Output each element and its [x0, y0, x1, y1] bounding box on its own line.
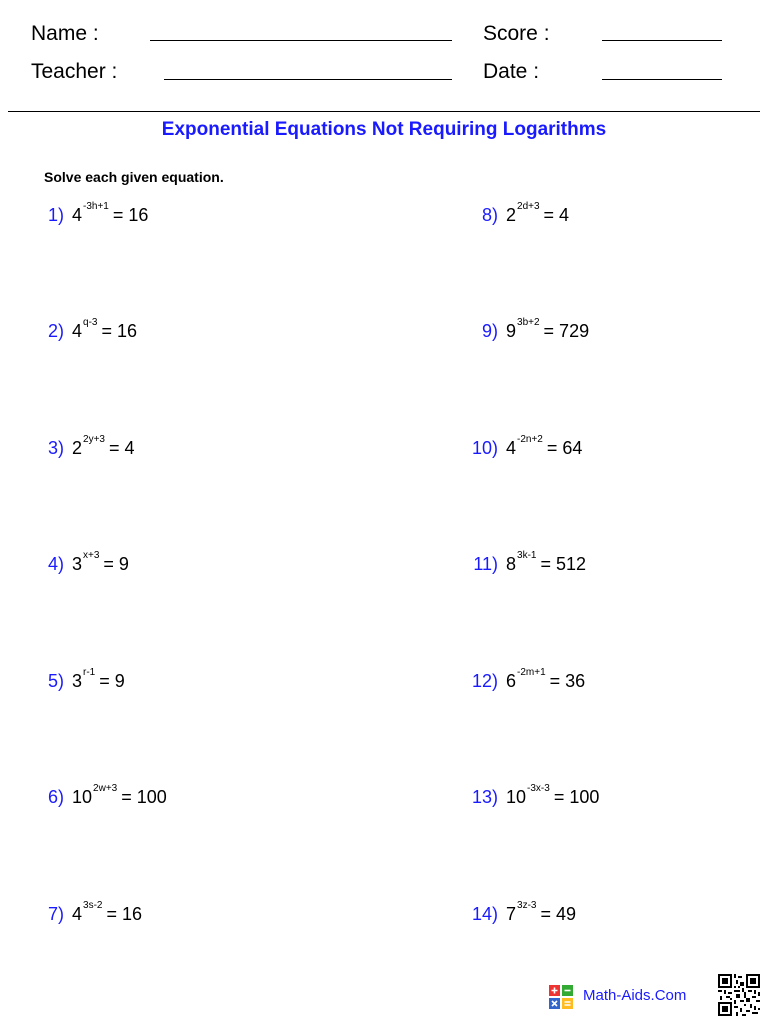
problem-rhs: = 16 [112, 205, 149, 225]
problem-number: 14) [471, 904, 498, 924]
problem [40, 666, 125, 696]
problem [40, 899, 142, 929]
problem-rhs: = 9 [103, 554, 129, 574]
problem-number: 10) [471, 438, 498, 458]
problem-rhs: = 100 [121, 787, 167, 807]
problem-exponent: 2y+3 [83, 434, 105, 445]
problem-exponent: x+3 [83, 550, 100, 561]
problem-number: 12) [471, 671, 498, 691]
problem-rhs: = 4 [108, 438, 135, 458]
problem-rhs: = 64 [546, 438, 583, 458]
problem-base: 10 [506, 787, 527, 807]
teacher-field-line[interactable] [164, 79, 452, 80]
date-field-line[interactable] [602, 79, 722, 80]
instructions: Solve each given equation. [44, 169, 224, 185]
problem-rhs: = 36 [549, 671, 586, 691]
problem [462, 899, 576, 929]
problem-number: 7) [47, 904, 64, 924]
problem-rhs: = 9 [99, 671, 125, 691]
problem-rhs: = 16 [101, 321, 138, 341]
problem-number: 2) [47, 321, 64, 341]
problem [40, 200, 148, 230]
problem-exponent: 3k-1 [517, 550, 537, 561]
problem-exponent: q-3 [83, 317, 98, 328]
problem-base: 4 [72, 904, 83, 924]
problem [40, 433, 135, 463]
problem-number: 6) [47, 787, 64, 807]
problem-number: 11) [473, 554, 498, 574]
problem-base: 4 [72, 205, 83, 225]
problem [462, 549, 586, 579]
problem-number: 3) [47, 438, 64, 458]
problem-exponent: 3b+2 [517, 317, 540, 328]
problem [462, 666, 585, 696]
teacher-label: Teacher : [31, 60, 118, 83]
problem-number: 9) [481, 321, 498, 341]
problem-base: 2 [72, 438, 83, 458]
problem-rhs: = 49 [540, 904, 577, 924]
math-aids-logo-icon [549, 985, 573, 1009]
problem-exponent: -2n+2 [517, 434, 543, 445]
problem [40, 549, 129, 579]
problem-rhs: = 729 [543, 321, 590, 341]
problem-number: 13) [471, 787, 498, 807]
problem-base: 7 [506, 904, 517, 924]
problem-base: 9 [506, 321, 517, 341]
name-field-line[interactable] [150, 40, 452, 41]
problem-base: 4 [506, 438, 517, 458]
problem-rhs: = 4 [543, 205, 570, 225]
problem [462, 433, 582, 463]
problem-exponent: r-1 [83, 667, 96, 678]
problem-base: 3 [72, 671, 83, 691]
score-field-line[interactable] [602, 40, 722, 41]
problem [40, 782, 167, 812]
problem-base: 10 [72, 787, 93, 807]
problem-base: 2 [506, 205, 517, 225]
problem-base: 6 [506, 671, 517, 691]
problem-exponent: -3x-3 [527, 783, 550, 794]
problem-exponent: -2m+1 [517, 667, 546, 678]
worksheet-title: Exponential Equations Not Requiring Logarithms [161, 119, 607, 140]
problem-base: 3 [72, 554, 83, 574]
problem-exponent: 3z-3 [517, 900, 537, 911]
problem-base: 4 [72, 321, 83, 341]
qr-code-icon [718, 974, 760, 1016]
problem-exponent: 2w+3 [93, 783, 118, 794]
score-label: Score : [483, 22, 550, 45]
problem [40, 316, 137, 346]
problem-rhs: = 16 [106, 904, 143, 924]
problem-number: 1) [47, 205, 64, 225]
problem-exponent: 3s-2 [83, 900, 103, 911]
problem-base: 8 [506, 554, 517, 574]
date-label: Date : [483, 60, 540, 83]
name-label: Name : [31, 22, 99, 45]
problem [462, 316, 589, 346]
header-divider [8, 111, 760, 112]
site-name[interactable]: Math-Aids.Com [583, 987, 687, 1004]
problem-rhs: = 512 [540, 554, 587, 574]
problem [462, 782, 599, 812]
problem-rhs: = 100 [553, 787, 600, 807]
problem-number: 8) [481, 205, 498, 225]
problem-exponent: -3h+1 [83, 201, 109, 212]
problem-number: 5) [47, 671, 64, 691]
problem-exponent: 2d+3 [517, 201, 540, 212]
problem-number: 4) [47, 554, 64, 574]
problem [462, 200, 569, 230]
